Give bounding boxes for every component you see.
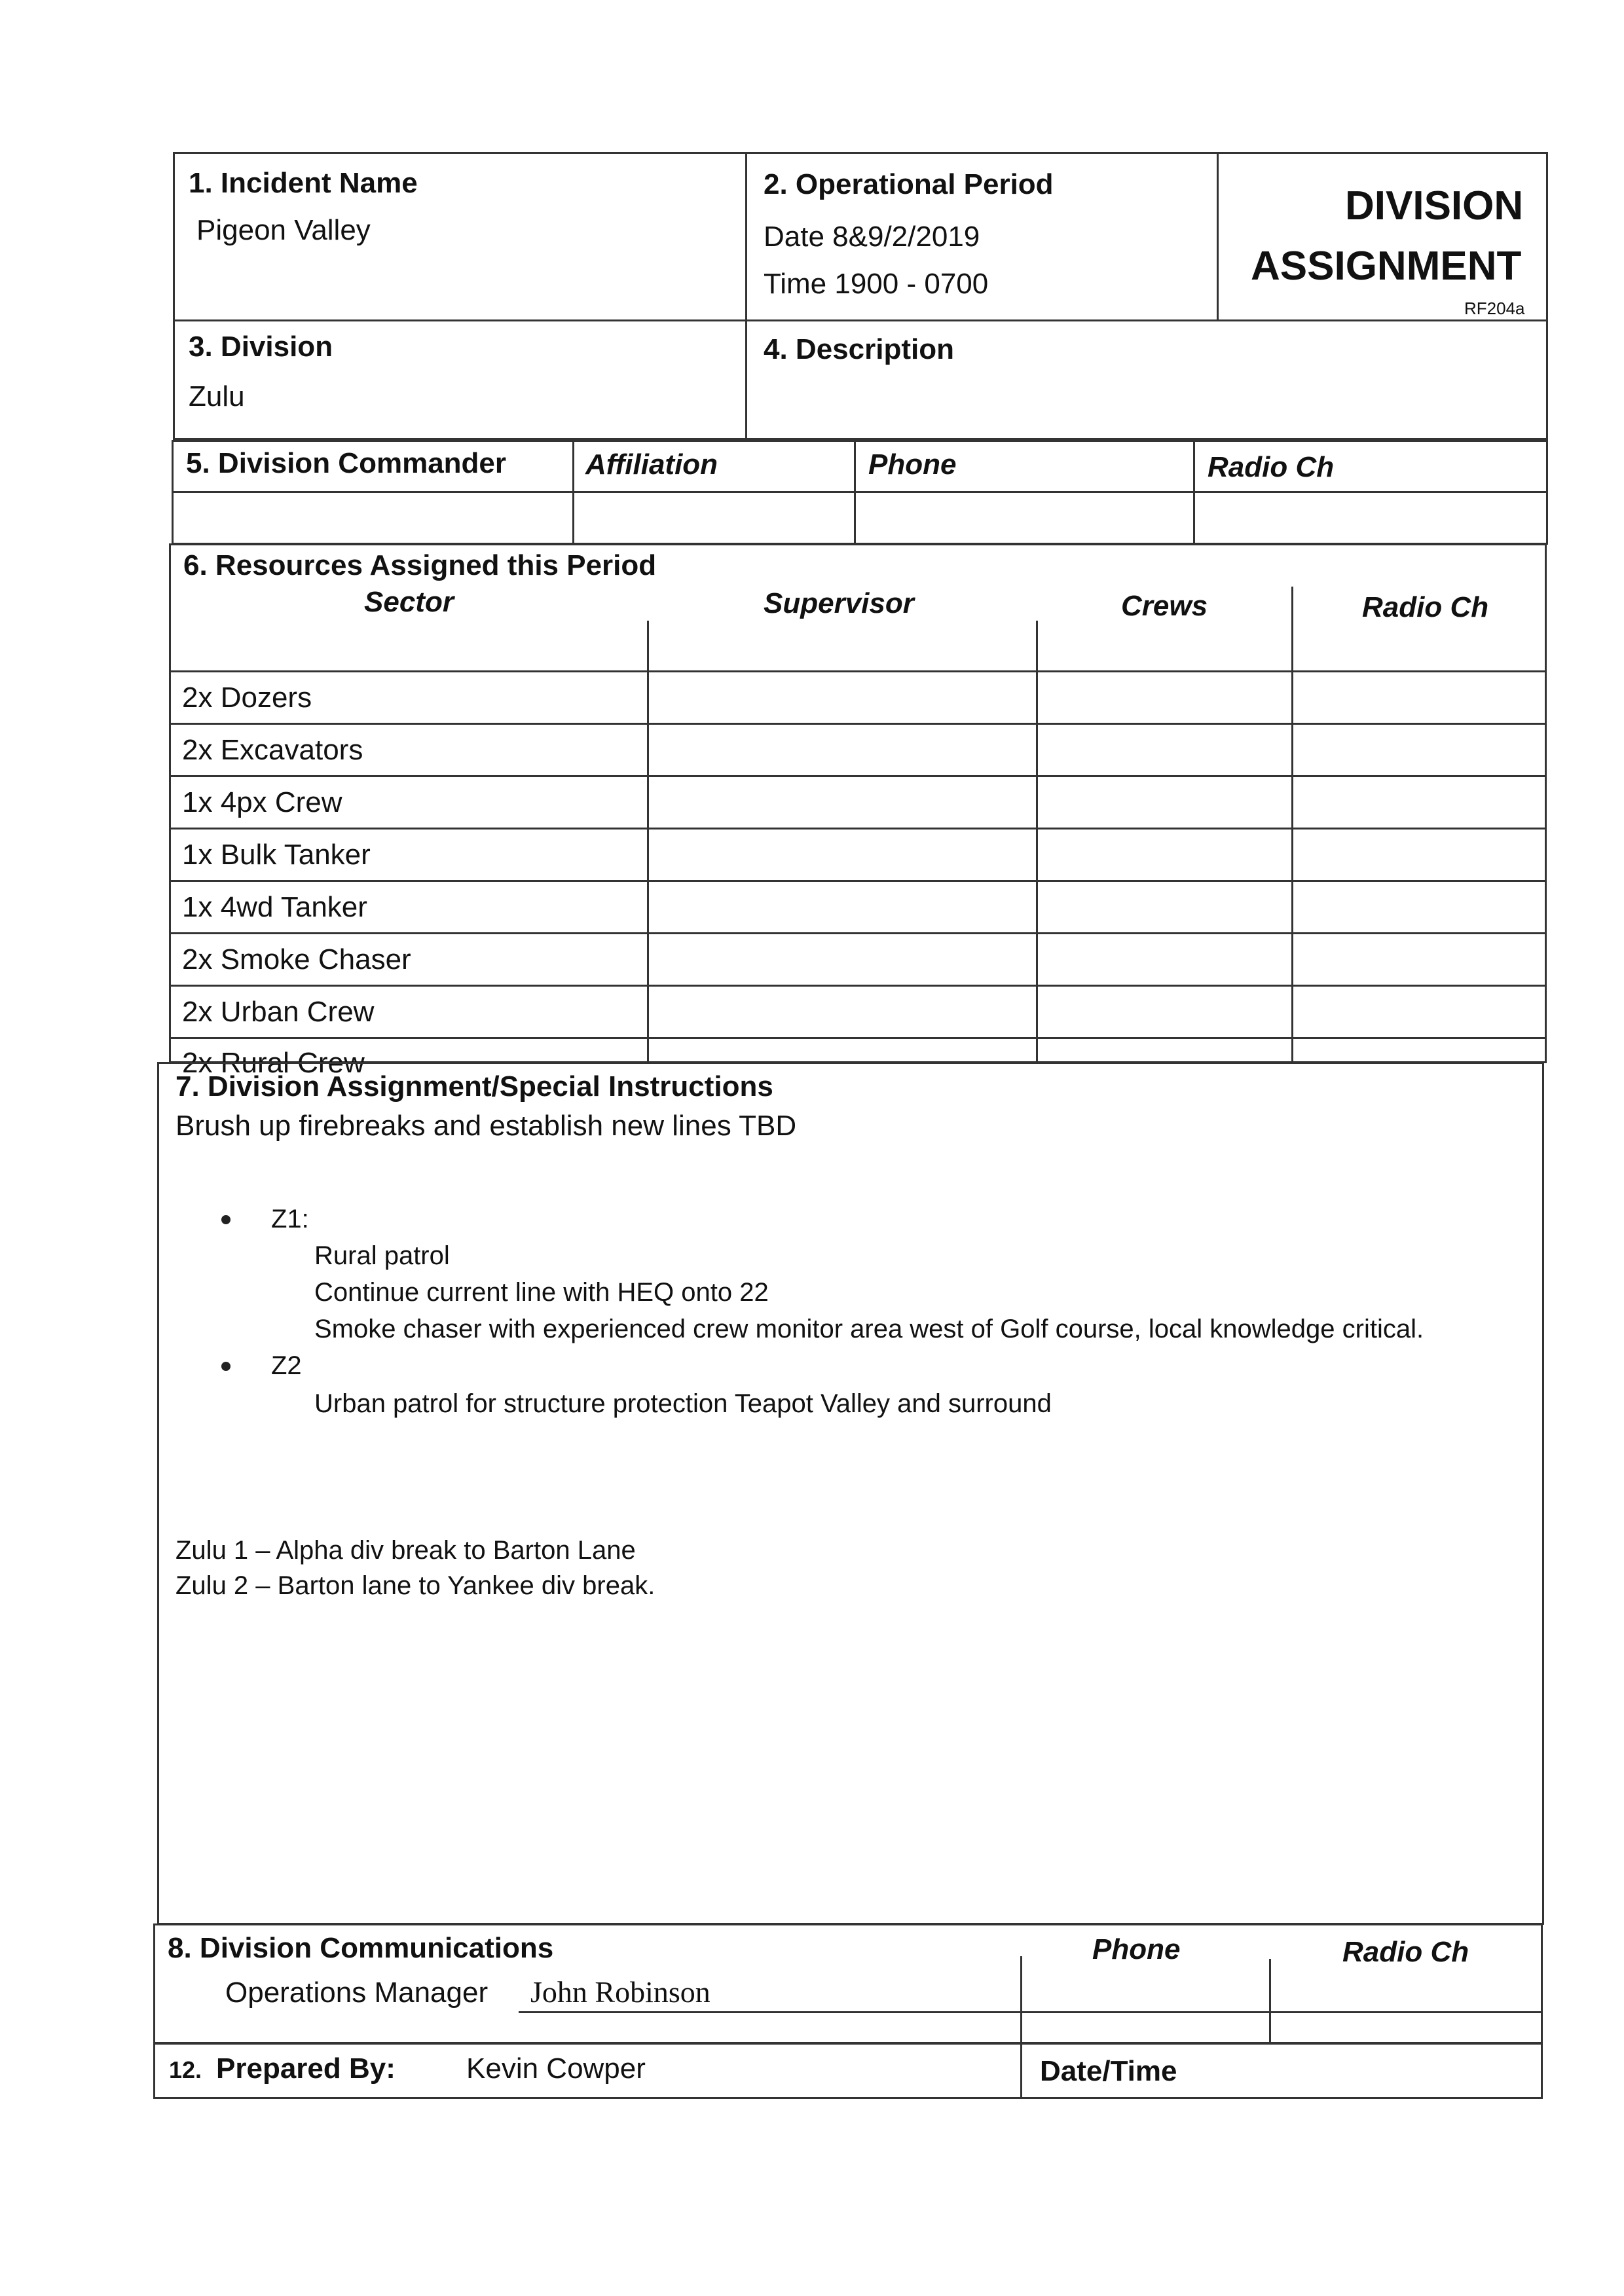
commander-phone-header: Phone [868,448,957,481]
commander-label: 5. Division Commander [186,447,507,479]
table-row: 2x Urban Crew [182,996,375,1028]
communications-role: Operations Manager [225,1977,489,2009]
communications-radio-header: Radio Ch [1342,1936,1469,1968]
instructions-label: 7. Division Assignment/Special Instructions [175,1070,773,1102]
form-code: RF204a [1464,299,1525,318]
table-row: 1x 4wd Tanker [182,891,367,923]
division-value: Zulu [189,380,245,412]
prepared-name: Kevin Cowper [466,2052,646,2085]
bullet-icon [221,1362,231,1371]
col-sector-header: Sector [364,586,454,618]
z2-line: Urban patrol for structure protection Teapot Valley and surround [314,1389,1052,1418]
period-time: Time 1900 - 0700 [764,268,989,300]
zone-z2-label: Z2 [271,1351,302,1380]
table-row: 2x Dozers [182,682,312,714]
z1-line: Smoke chaser with experienced crew monitor area west of Golf course, local knowledge critical. [314,1315,1424,1343]
incident-name-label: 1. Incident Name [189,167,418,199]
description-label: 4. Description [764,333,954,365]
form-title-line1: DIVISION [1345,183,1524,228]
operational-period-label: 2. Operational Period [764,168,1054,200]
z1-line: Continue current line with HEQ onto 22 [314,1278,769,1307]
commander-radio-header: Radio Ch [1208,451,1335,483]
table-row: 2x Excavators [182,734,363,766]
col-supervisor-header: Supervisor [764,587,914,619]
table-row: 2x Rural Crew [182,1047,365,1079]
period-date: Date 8&9/2/2019 [764,221,980,253]
col-radio-header: Radio Ch [1362,591,1489,623]
communications-name: John Robinson [530,1975,710,2009]
table-row: 1x Bulk Tanker [182,839,371,871]
instructions-intro: Brush up firebreaks and establish new lines TBD [175,1110,797,1142]
datetime-label: Date/Time [1040,2055,1177,2087]
division-label: 3. Division [189,331,333,363]
communications-label: 8. Division Communications [168,1932,554,1964]
prepared-label: Prepared By: [216,2052,396,2085]
resources-label: 6. Resources Assigned this Period [183,549,657,581]
communications-phone-header: Phone [1092,1933,1181,1965]
division-assignment-form [152,152,1548,2087]
bullet-icon [221,1215,231,1224]
zone-boundary: Zulu 2 – Barton lane to Yankee div break. [175,1571,655,1600]
commander-affiliation-header: Affiliation [585,448,718,481]
zone-z1-label: Z1: [271,1205,309,1233]
incident-name-value: Pigeon Valley [196,214,371,246]
col-crews-header: Crews [1121,590,1208,622]
table-row: 2x Smoke Chaser [182,943,411,975]
prepared-number: 12. [169,2056,202,2083]
instructions-block [157,1062,1544,1925]
table-row: 1x 4px Crew [182,786,342,818]
z1-line: Rural patrol [314,1241,450,1270]
form-title-line2: ASSIGNMENT [1251,244,1522,289]
zone-boundary: Zulu 1 – Alpha div break to Barton Lane [175,1536,636,1565]
